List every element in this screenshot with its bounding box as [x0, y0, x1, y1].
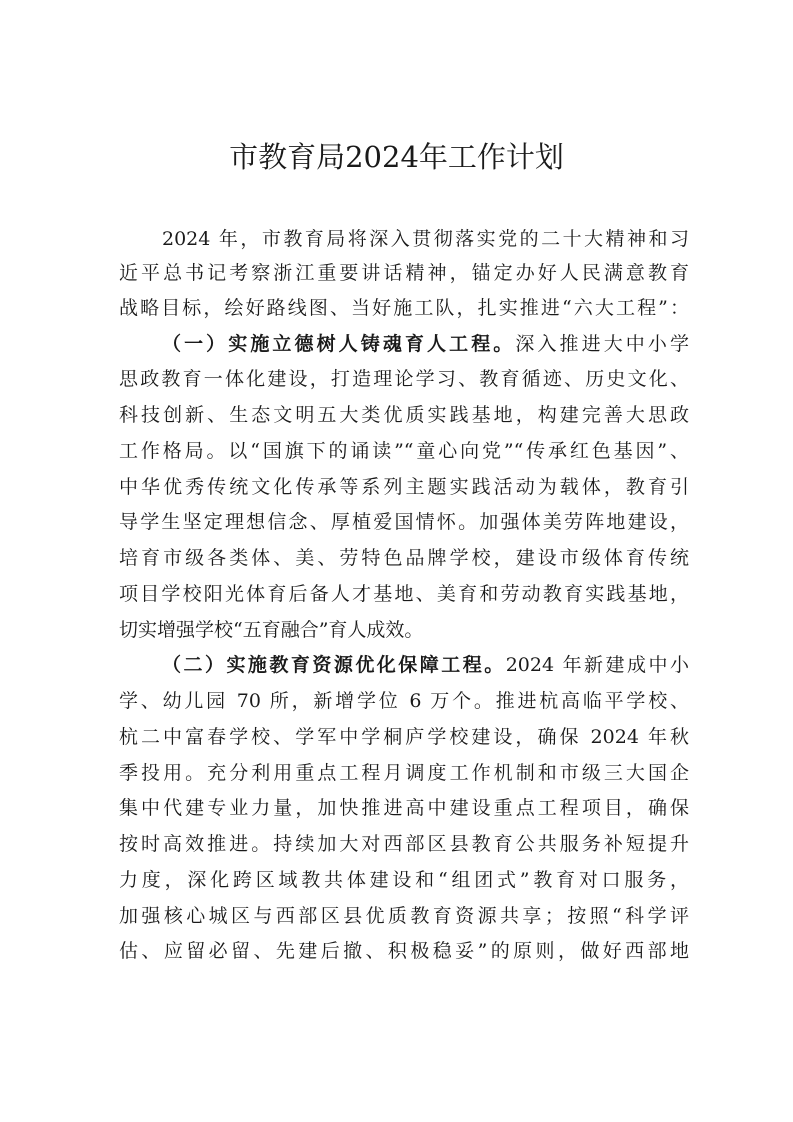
- line-text: 2024 年，市教育局将深入贯彻落实党的二十大精神和习: [162, 228, 689, 250]
- paragraph-line: [119, 545, 689, 571]
- paragraph-line: [119, 795, 689, 821]
- document-title: 市教育局2024年工作计划: [229, 140, 564, 174]
- line-text: 估、应留必留、先建后撤、积极稳妥”的原则，做好西部地: [119, 940, 689, 962]
- line-text: 切实增强学校“五育融合”育人成效。: [119, 619, 424, 641]
- line-text: 季投用。充分利用重点工程月调度工作机制和市级三大国企: [119, 762, 689, 784]
- line-text: 近平总书记考察浙江重要讲话精神，锚定办好人民满意教育: [119, 262, 689, 284]
- line-text: 项目学校阳光体育后备人才基地、美育和劳动教育实践基地，: [119, 583, 689, 605]
- paragraph-line: [119, 581, 689, 607]
- paragraph-line: [119, 474, 689, 500]
- line-text: 深入推进大中小学: [515, 333, 689, 355]
- paragraph-line: [119, 760, 689, 786]
- section-heading: （二）实施教育资源优化保障工程。: [162, 654, 506, 676]
- section-heading: （一）实施立德树人铸魂育人工程。: [162, 333, 516, 355]
- line-text: 杭二中富春学校、学军中学桐庐学校建设，确保 2024 年秋: [119, 726, 689, 748]
- line-text: 力度，深化跨区域教共体建设和“组团式”教育对口服务，: [119, 869, 689, 891]
- line-text: 集中代建专业力量，加快推进高中建设重点工程项目，确保: [119, 797, 689, 819]
- paragraph-line: [119, 260, 689, 286]
- line-text: 中华优秀传统文化传承等系列主题实践活动为载体，教育引: [119, 476, 689, 498]
- paragraph-line: [119, 724, 689, 750]
- line-text: 培育市级各类体、美、劳特色品牌学校，建设市级体育传统: [119, 547, 689, 569]
- line-text: 2024 年新建成中小: [505, 654, 689, 676]
- paragraph-line: [119, 867, 689, 893]
- line-text: 工作格局。以“国旗下的诵读”“童心向党”“传承红色基因”、: [119, 440, 689, 462]
- paragraph-line: [119, 688, 689, 714]
- line-text: 科技创新、生态文明五大类优质实践基地，构建完善大思政: [119, 404, 689, 426]
- paragraph-line: [119, 402, 689, 428]
- line-text: 战略目标，绘好路线图、当好施工队，扎实推进“六大工程”：: [119, 297, 689, 319]
- paragraph-line: [119, 509, 689, 535]
- paragraph-line: [162, 226, 689, 252]
- paragraph-line: [119, 617, 689, 643]
- line-text: 加强核心城区与西部区县优质教育资源共享；按照“科学评: [119, 905, 689, 927]
- line-text: 按时高效推进。持续加大对西部区县教育公共服务补短提升: [119, 833, 689, 855]
- paragraph-line: [119, 438, 689, 464]
- paragraph-line: [119, 366, 689, 392]
- line-text: 学、幼儿园 70 所，新增学位 6 万个。推进杭高临平学校、: [119, 690, 689, 712]
- paragraph-line: [119, 295, 689, 321]
- paragraph-line: [119, 831, 689, 857]
- line-text: 思政教育一体化建设，打造理论学习、教育循迹、历史文化、: [119, 368, 689, 390]
- section-heading-line: [162, 331, 689, 357]
- paragraph-line: [119, 938, 689, 964]
- paragraph-line: [119, 903, 689, 929]
- section-heading-line: [162, 652, 689, 678]
- line-text: 导学生坚定理想信念、厚植爱国情怀。加强体美劳阵地建设，: [119, 511, 689, 533]
